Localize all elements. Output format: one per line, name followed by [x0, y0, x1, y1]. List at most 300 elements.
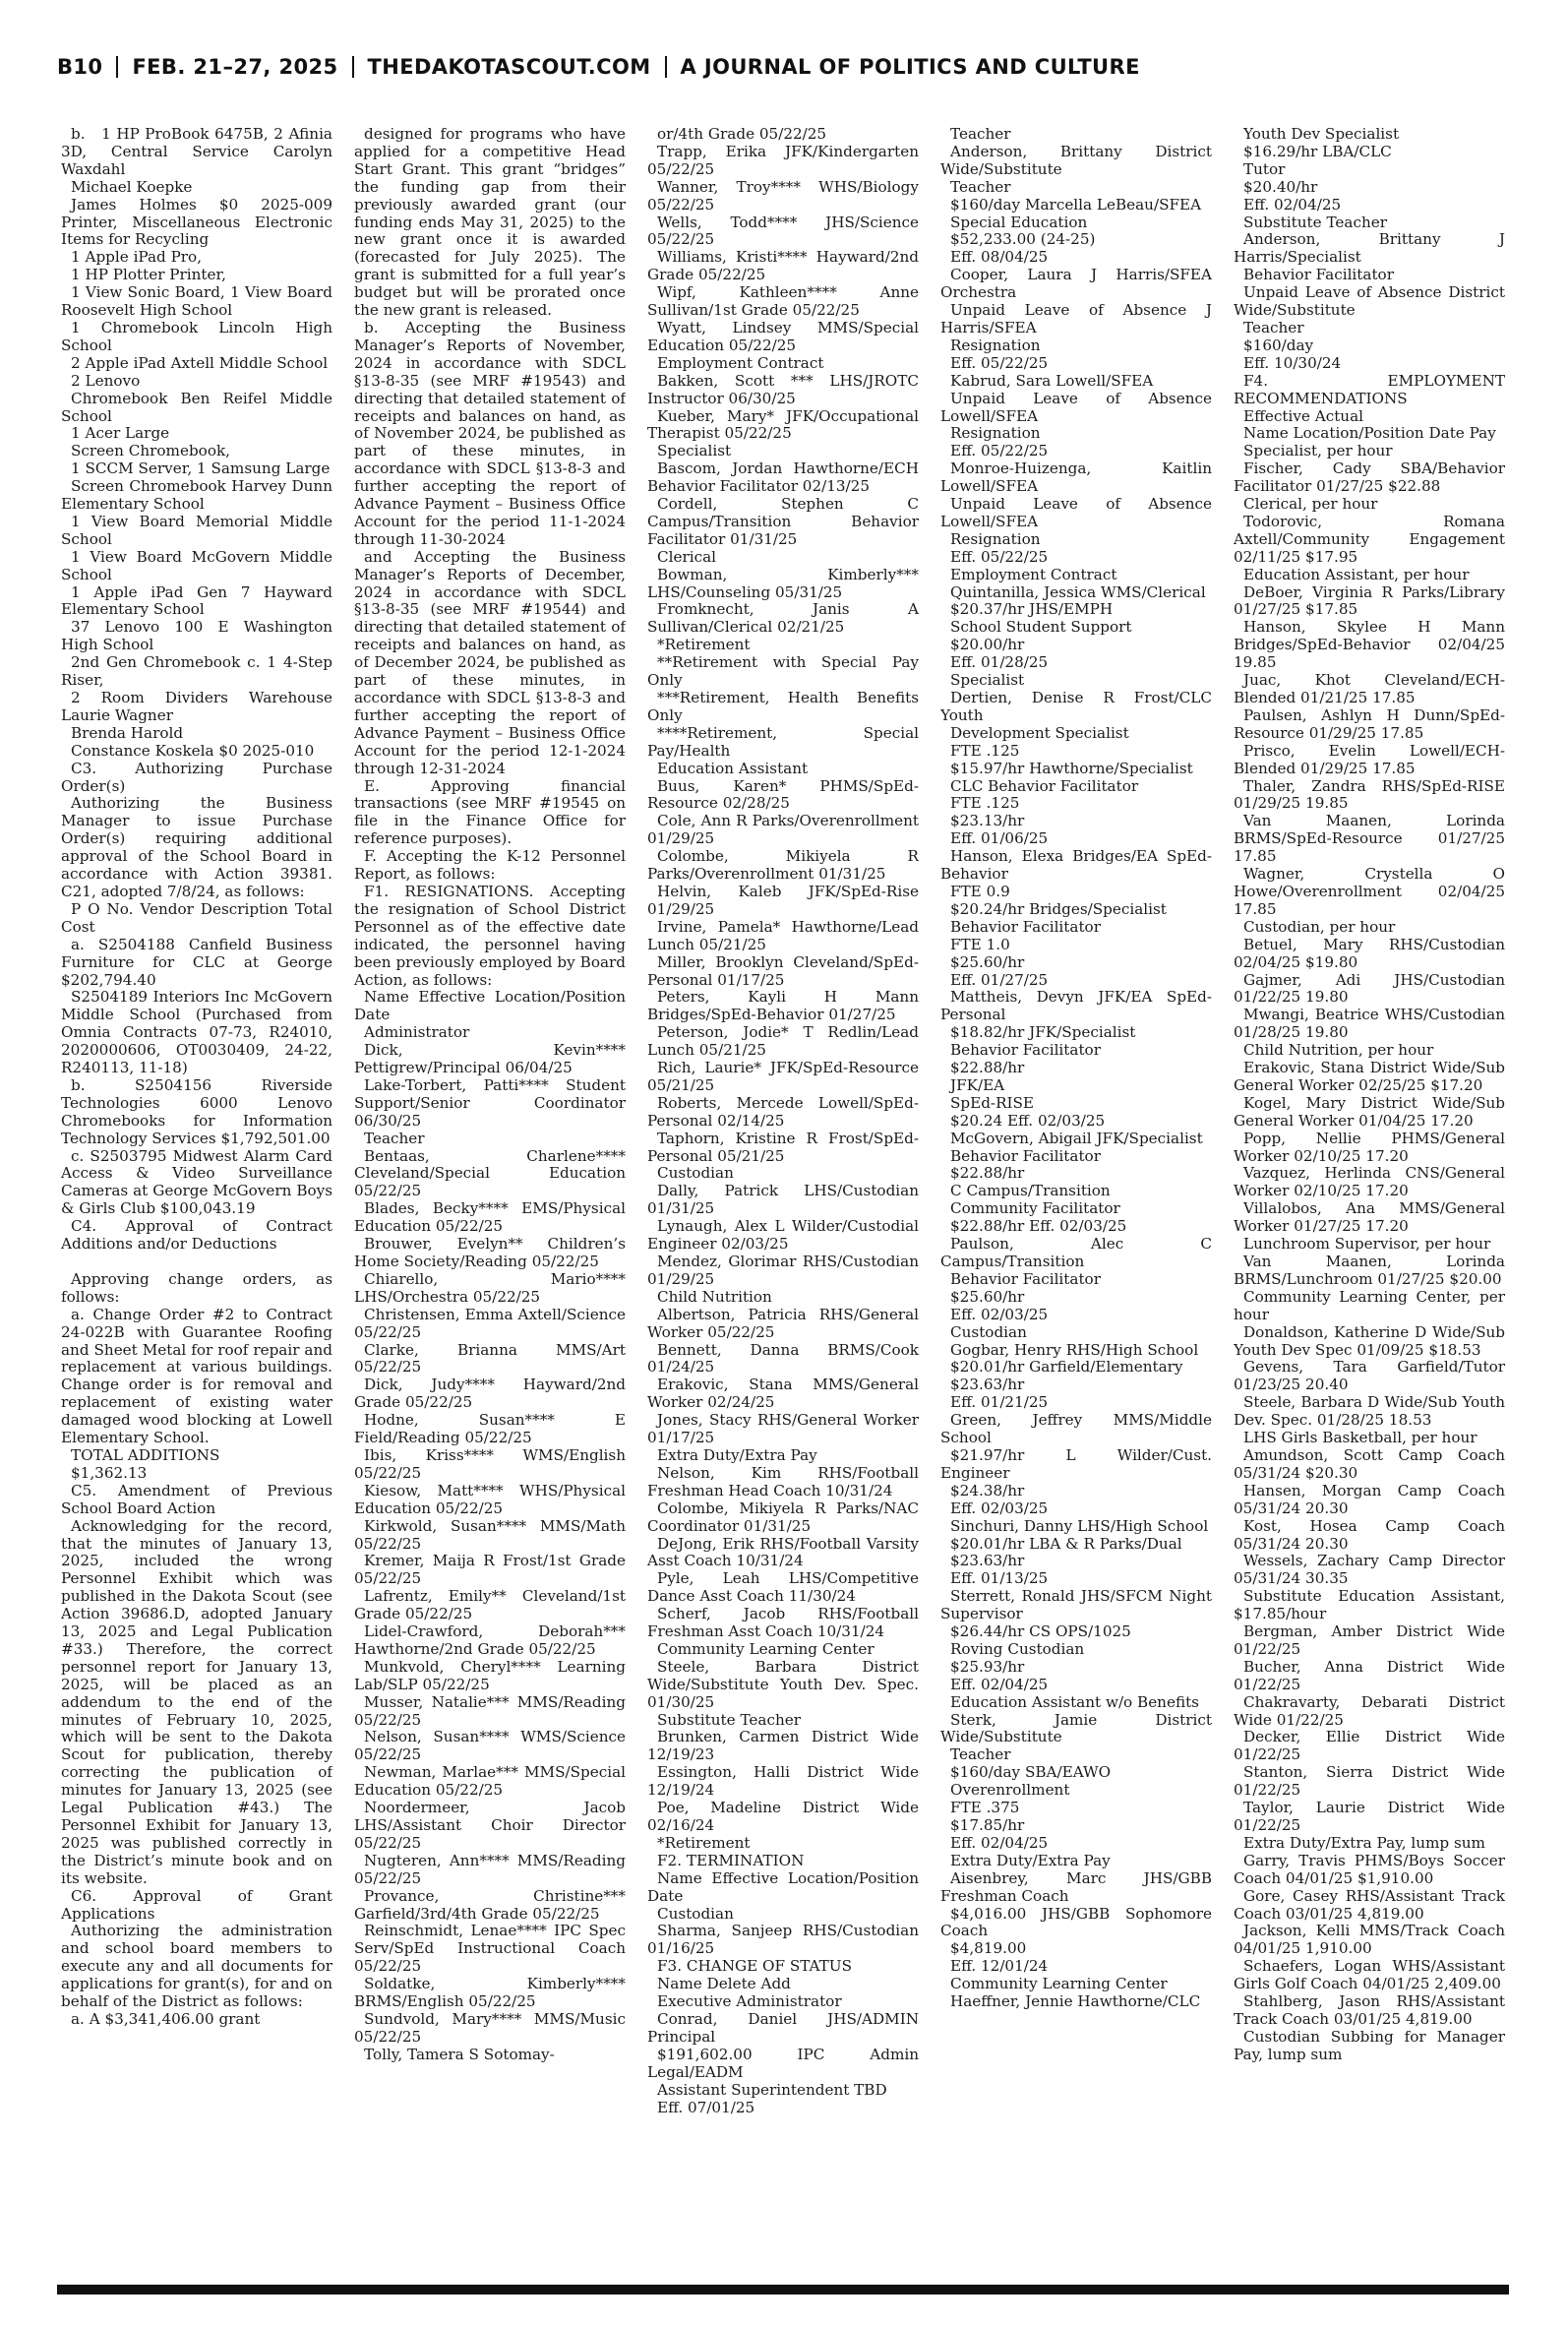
column-paragraph: $22.88/hr Eff. 02/03/25 — [950, 1217, 1127, 1236]
column-paragraph: Sharma, Sanjeep RHS/Custodian 01/16/25 — [647, 1922, 919, 1958]
column-paragraph: Teacher — [1243, 318, 1304, 337]
column-paragraph: Bergman, Amber District Wide 01/22/25 — [1234, 1622, 1505, 1658]
column-paragraph: Erakovic, Stana MMS/General Worker 02/24/25 — [647, 1376, 919, 1412]
column-paragraph: Sterk, Jamie District Wide/Substitute — [940, 1710, 1212, 1746]
column-paragraph: b. S2504156 Riverside Technologies 6000 Lenovo Chromebooks for Information Technology Services $1,792,501.00 — [61, 1075, 332, 1147]
column-paragraph: $25.93/hr — [950, 1657, 1025, 1676]
column-paragraph: Van Maanen, Lorinda BRMS/SpEd-Resource 01/27/25 17.85 — [1234, 812, 1505, 866]
column-paragraph: Eff. 05/22/25 — [950, 442, 1049, 460]
column-paragraph: Sterrett, Ronald JHS/SFCM Night Supervisor — [940, 1587, 1212, 1623]
column-paragraph: Mendez, Glorimar RHS/Custodian 01/29/25 — [647, 1253, 919, 1288]
column-paragraph: Chromebook Ben Reifel Middle School — [61, 389, 332, 425]
column-paragraph: $20.01/hr Garfield/Elementary — [950, 1358, 1183, 1377]
column-paragraph: Assistant Superintendent TBD — [657, 2080, 887, 2099]
column-paragraph: Eff. 02/03/25 — [950, 1305, 1049, 1323]
column-paragraph: Michael Koepke — [71, 177, 193, 196]
column-paragraph: Child Nutrition, per hour — [1243, 1041, 1434, 1060]
column-paragraph: Albertson, Patricia RHS/General Worker 05/22/25 — [647, 1305, 919, 1341]
column-paragraph: Anderson, Brittany District Wide/Substitute — [940, 142, 1212, 178]
column-paragraph: $18.82/hr JFK/Specialist — [950, 1023, 1136, 1042]
column-paragraph: $4,016.00 JHS/GBB Sophomore Coach — [940, 1904, 1212, 1940]
column-3 — [647, 126, 919, 2283]
column-paragraph: Eff. 12/01/24 — [950, 1957, 1049, 1976]
column-paragraph: Eff. 10/30/24 — [1243, 353, 1342, 372]
column-paragraph: Chakravarty, Debarati District Wide 01/22/25 — [1234, 1692, 1505, 1729]
column-paragraph: Christensen, Emma Axtell/Science 05/22/25 — [354, 1305, 626, 1341]
column-paragraph: $20.37/hr JHS/EMPH — [950, 600, 1114, 619]
column-paragraph: a. Change Order #2 to Contract 24-022B with Guarantee Roofing and Sheet Metal for roof repair and replacement at various buildings. Change order is for removal and replacement of existing water damaged wood blocking at Lowell Elementary School. — [61, 1305, 332, 1447]
column-paragraph: Peters, Kayli H Mann Bridges/SpEd-Behavior 01/27/25 — [647, 988, 919, 1024]
column-paragraph: $21.97/hr L Wilder/Cust. Engineer — [940, 1445, 1212, 1482]
column-paragraph: Clarke, Brianna MMS/Art 05/22/25 — [354, 1340, 626, 1377]
column-paragraph: Tolly, Tamera S Sotomay- — [364, 2045, 555, 2063]
column-paragraph: Authorizing the Business Manager to issue Purchase Order(s) requiring additional approval of the School Board in accordance with Action 39381. C21, adopted 7/8/24, as follows: — [61, 794, 332, 900]
column-paragraph: Extra Duty/Extra Pay — [657, 1445, 817, 1464]
column-paragraph: 1 View Board McGovern Middle School — [61, 547, 332, 583]
column-paragraph: ****Retirement, Special Pay/Health — [647, 723, 919, 760]
column-paragraph: Thaler, Zandra RHS/SpEd-RISE 01/29/25 19.85 — [1234, 776, 1505, 813]
column-paragraph: Chiarello, Mario**** LHS/Orchestra 05/22/25 — [354, 1269, 626, 1306]
column-paragraph: Roberts, Mercede Lowell/SpEd-Personal 02/14/25 — [647, 1093, 919, 1130]
column-paragraph: F4. EMPLOYMENT RECOMMENDATIONS — [1234, 371, 1505, 407]
column-paragraph: E. Approving financial transactions (see MRF #19545 on file in the Finance Office for reference purposes). — [354, 776, 626, 848]
column-paragraph: Prisco, Evelin Lowell/ECH-Blended 01/29/25 17.85 — [1234, 741, 1505, 777]
column-paragraph: F. Accepting the K-12 Personnel Report, as follows: — [354, 847, 626, 884]
column-paragraph: Unpaid Leave of Absence District Wide/Substitute — [1234, 283, 1505, 320]
column-paragraph: $20.00/hr — [950, 636, 1025, 654]
column-paragraph: JFK/EA — [950, 1075, 1005, 1094]
column-paragraph: Resignation — [950, 424, 1041, 443]
column-paragraph: Unpaid Leave of Absence Lowell/SFEA — [940, 495, 1212, 530]
column-paragraph: $160/day — [1243, 336, 1314, 354]
column-paragraph: Constance Koskela $0 2025-010 — [71, 741, 315, 760]
column-paragraph: Hanson, Skylee H Mann Bridges/SpEd-Behavior 02/04/25 19.85 — [1234, 618, 1505, 672]
column-paragraph: Eff. 01/21/25 — [950, 1393, 1049, 1412]
column-paragraph: F1. RESIGNATIONS. Accepting the resignation of School District Personnel as of the effective date indicated, the personnel having been previously employed by Board Action, as follows: — [354, 882, 626, 989]
column-paragraph: Overenrollment — [950, 1781, 1070, 1800]
column-paragraph: Community Learning Center — [657, 1639, 874, 1658]
column-paragraph: Lidel-Crawford, Deborah*** Hawthorne/2nd Grade 05/22/25 — [354, 1622, 626, 1658]
column-paragraph: Helvin, Kaleb JFK/SpEd-Rise 01/29/25 — [647, 882, 919, 918]
column-paragraph: Name Effective Location/Position Date — [647, 1868, 919, 1905]
column-paragraph: Substitute Teacher — [1243, 213, 1387, 231]
column-paragraph: Anderson, Brittany J Harris/Specialist — [1234, 230, 1505, 267]
column-paragraph: F2. TERMINATION — [657, 1851, 805, 1869]
column-paragraph: Rich, Laurie* JFK/SpEd-Resource 05/21/25 — [647, 1059, 919, 1094]
column-paragraph: Education Assistant — [657, 759, 809, 777]
column-paragraph: Acknowledging for the record, that the minutes of January 13, 2025, included the wrong Personnel Exhibit which was published in the Dakota Scout (see Action 39686.D, adopted January 13, 2025 and Legal Publication #33.) Therefore, the correct personnel report for January 13, 2025, will be placed as an addendum to the end of the minutes of February 10, 2025, which will be sent to the Dakota Scout for publication, thereby correcting the publication of minutes for January 13, 2025 (see Legal Publication #43.) The Personnel Exhibit for January 13, 2025 was published correctly in the District’s minute book and on its website. — [61, 1516, 332, 1887]
column-paragraph: Wyatt, Lindsey MMS/Special Education 05/22/25 — [647, 318, 919, 354]
column-paragraph: C6. Approval of Grant Applications — [61, 1886, 332, 1923]
column-paragraph: $23.13/hr — [950, 812, 1025, 830]
column-paragraph: Kremer, Maija R Frost/1st Grade 05/22/25 — [354, 1552, 626, 1588]
column-paragraph: 1 Apple iPad Pro, — [71, 248, 203, 267]
column-paragraph: Custodian — [950, 1322, 1027, 1341]
column-paragraph: Dick, Kevin**** Pettigrew/Principal 06/04/25 — [354, 1041, 626, 1077]
page-number: B10 — [57, 55, 103, 79]
column-paragraph: Employment Contract — [657, 353, 824, 372]
column-paragraph: LHS Girls Basketball, per hour — [1243, 1429, 1478, 1447]
tagline: A JOURNAL OF POLITICS AND CULTURE — [680, 55, 1140, 79]
column-paragraph: FTE .375 — [950, 1799, 1020, 1817]
column-paragraph: Lafrentz, Emily** Cleveland/1st Grade 05/22/25 — [354, 1587, 626, 1623]
column-paragraph: Eff. 02/03/25 — [950, 1499, 1049, 1517]
column-paragraph: Eff. 02/04/25 — [950, 1675, 1049, 1693]
column-paragraph: Teacher — [364, 1129, 425, 1147]
column-paragraph: Youth Dev Specialist — [1243, 126, 1400, 143]
column-paragraph: Gogbar, Henry RHS/High School — [950, 1340, 1199, 1359]
column-paragraph: Authorizing the administration and school board members to execute any and all documents for applications for grant(s), for and on behalf of the District as follows: — [61, 1922, 332, 2011]
column-paragraph: Gore, Casey RHS/Assistant Track Coach 03/01/25 4,819.00 — [1234, 1886, 1505, 1923]
column-paragraph: Resignation — [950, 529, 1041, 548]
column-paragraph: FTE 0.9 — [950, 882, 1010, 900]
column-paragraph: Bascom, Jordan Hawthorne/ECH Behavior Facilitator 02/13/25 — [647, 459, 919, 496]
column-paragraph: $16.29/hr LBA/CLC — [1243, 142, 1392, 160]
column-2 — [354, 126, 626, 2283]
column-paragraph: C5. Amendment of Previous School Board Action — [61, 1481, 332, 1517]
column-paragraph: $191,602.00 IPC Admin Legal/EADM — [647, 2045, 919, 2081]
column-paragraph: Taylor, Laurie District Wide 01/22/25 — [1234, 1799, 1505, 1834]
column-paragraph: Amundson, Scott Camp Coach 05/31/24 $20.30 — [1234, 1445, 1505, 1482]
column-paragraph: Stanton, Sierra District Wide 01/22/25 — [1234, 1763, 1505, 1800]
column-paragraph: Hanson, Elexa Bridges/EA SpEd-Behavior — [940, 847, 1212, 884]
column-paragraph: Dick, Judy**** Hayward/2nd Grade 05/22/25 — [354, 1376, 626, 1412]
column-paragraph: McGovern, Abigail JFK/Specialist — [950, 1129, 1203, 1147]
column-paragraph: Decker, Ellie District Wide 01/22/25 — [1234, 1728, 1505, 1764]
column-paragraph: $160/day Marcella LeBeau/SFEA — [950, 195, 1202, 214]
column-paragraph: Aisenbrey, Marc JHS/GBB Freshman Coach — [940, 1868, 1212, 1905]
column-paragraph: Hodne, Susan**** E Field/Reading 05/22/25 — [354, 1411, 626, 1447]
column-paragraph: $23.63/hr — [950, 1552, 1025, 1570]
column-paragraph: Nugteren, Ann**** MMS/Reading 05/22/25 — [354, 1851, 626, 1887]
column-paragraph: Approving change orders, as follows: — [61, 1269, 332, 1306]
column-paragraph: 37 Lenovo 100 E Washington High School — [61, 618, 332, 654]
column-paragraph: Cordell, Stephen C Campus/Transition Behavior Facilitator 01/31/25 — [647, 495, 919, 548]
column-paragraph: 2 Apple iPad Axtell Middle School — [71, 353, 329, 372]
column-paragraph: DeBoer, Virginia R Parks/Library 01/27/25 $17.85 — [1234, 582, 1505, 619]
column-paragraph: DeJong, Erik RHS/Football Varsity Asst Coach 10/31/24 — [647, 1534, 919, 1570]
column-paragraph: Custodian Subbing for Manager Pay, lump sum — [1234, 2027, 1505, 2063]
column-paragraph: $25.60/hr — [950, 952, 1025, 971]
column-paragraph: Pyle, Leah LHS/Competitive Dance Asst Coach 11/30/24 — [647, 1569, 919, 1606]
column-paragraph: S2504189 Interiors Inc McGovern Middle School (Purchased from Omnia Contracts 07-73, R24010, 2020000606, OT0030409, 24-22, R240113, 11-18) — [61, 988, 332, 1077]
column-paragraph: Name Location/Position Date Pay — [1243, 424, 1496, 443]
column-paragraph: Kirkwold, Susan**** MMS/Math 05/22/25 — [354, 1516, 626, 1553]
column-paragraph: Fischer, Cady SBA/Behavior Facilitator 01/27/25 $22.88 — [1234, 459, 1505, 496]
column-paragraph: Reinschmidt, Lenae**** IPC Spec Serv/SpEd Instructional Coach 05/22/25 — [354, 1922, 626, 1976]
column-paragraph: Provance, Christine*** Garfield/3rd/4th Grade 05/22/25 — [354, 1886, 626, 1923]
column-paragraph: Custodian — [657, 1904, 734, 1923]
column-paragraph: 1 View Board Memorial Middle School — [61, 512, 332, 548]
column-paragraph: Miller, Brooklyn Cleveland/SpEd-Personal 01/17/25 — [647, 952, 919, 989]
column-paragraph: Colombe, Mikiyela R Parks/Overenrollment 01/31/25 — [647, 847, 919, 884]
column-paragraph: Mwangi, Beatrice WHS/Custodian 01/28/25 19.80 — [1234, 1006, 1505, 1042]
column-paragraph: Wipf, Kathleen**** Anne Sullivan/1st Grade 05/22/25 — [647, 283, 919, 320]
column-paragraph: Blades, Becky**** EMS/Physical Education 05/22/25 — [354, 1199, 626, 1236]
column-paragraph: $17.85/hr — [950, 1816, 1025, 1834]
column-paragraph: Buus, Karen* PHMS/SpEd-Resource 02/28/25 — [647, 776, 919, 813]
column-paragraph: Teacher — [950, 1745, 1011, 1764]
column-paragraph: Extra Duty/Extra Pay, lump sum — [1243, 1833, 1485, 1852]
column-paragraph: Behavior Facilitator — [950, 1269, 1101, 1288]
column-paragraph: and Accepting the Business Manager’s Reports of December, 2024 in accordance with SDCL §13-8-35 (see MRF #19544) and directing that detailed statement of receipts and balances on hand, as of December 2024, be published as part of these minutes, in accordance with SDCL §13-8-3 and further accepting the report of Advance Payment – Business Office Account for the period 12-1-2024 through 12-31-2024 — [354, 547, 626, 777]
column-paragraph: Taphorn, Kristine R Frost/SpEd-Personal 05/21/25 — [647, 1129, 919, 1165]
column-paragraph: Teacher — [950, 126, 1011, 143]
column-paragraph: Eff. 08/04/25 — [950, 248, 1049, 267]
column-paragraph: Teacher — [950, 177, 1011, 196]
column-paragraph: F3. CHANGE OF STATUS — [657, 1957, 853, 1976]
column-paragraph: Newman, Marlae*** MMS/Special Education 05/22/25 — [354, 1763, 626, 1800]
column-paragraph: Brunken, Carmen District Wide 12/19/23 — [647, 1728, 919, 1764]
column-paragraph: Wells, Todd**** JHS/Science 05/22/25 — [647, 213, 919, 249]
column-paragraph: Jackson, Kelli MMS/Track Coach 04/01/25 1,910.00 — [1234, 1922, 1505, 1958]
column-paragraph: $25.60/hr — [950, 1287, 1025, 1306]
column-paragraph: Eff. 05/22/25 — [950, 547, 1049, 566]
column-paragraph: or/4th Grade 05/22/25 — [657, 126, 827, 143]
header-divider — [352, 56, 354, 78]
column-paragraph: Roving Custodian — [950, 1639, 1085, 1658]
column-paragraph: $52,233.00 (24-25) — [950, 230, 1096, 249]
column-paragraph: Name Delete Add — [657, 1975, 791, 1993]
column-paragraph: Kueber, Mary* JFK/Occupational Therapist 05/22/25 — [647, 406, 919, 443]
column-paragraph: Wanner, Troy**** WHS/Biology 05/22/25 — [647, 177, 919, 214]
column-paragraph: $20.40/hr — [1243, 177, 1318, 196]
column-paragraph: *Retirement — [657, 1833, 751, 1852]
column-paragraph: Conrad, Daniel JHS/ADMIN Principal — [647, 2009, 919, 2046]
column-paragraph: Steele, Barbara District Wide/Substitute Youth Dev. Spec. 01/30/25 — [647, 1657, 919, 1711]
header-divider — [665, 56, 667, 78]
column-paragraph: Behavior Facilitator — [950, 1041, 1101, 1060]
column-paragraph: Bowman, Kimberly*** LHS/Counseling 05/31/25 — [647, 565, 919, 601]
column-paragraph: Behavior Facilitator — [950, 1146, 1101, 1165]
bottom-rule — [57, 2285, 1509, 2294]
column-paragraph: Specialist — [950, 671, 1025, 690]
column-paragraph: Specialist — [657, 442, 732, 460]
column-paragraph: 1 HP Plotter Printer, — [71, 266, 226, 284]
column-paragraph: Executive Administrator — [657, 1992, 842, 2011]
column-paragraph: Kogel, Mary District Wide/Sub General Worker 01/04/25 17.20 — [1234, 1093, 1505, 1130]
column-paragraph: C Campus/Transition — [950, 1182, 1111, 1200]
column-paragraph: Noordermeer, Jacob LHS/Assistant Choir Director 05/22/25 — [354, 1799, 626, 1852]
column-paragraph: Garry, Travis PHMS/Boys Soccer Coach 04/01/25 $1,910.00 — [1234, 1851, 1505, 1887]
column-paragraph: Paulsen, Ashlyn H Dunn/SpEd-Resource 01/29/25 17.85 — [1234, 705, 1505, 742]
column-paragraph: Irvine, Pamela* Hawthorne/Lead Lunch 05/21/25 — [647, 917, 919, 953]
column-paragraph: c. S2503795 Midwest Alarm Card Access & Video Surveillance Cameras at George McGovern Boys & Girls Club $100,043.19 — [61, 1146, 332, 1218]
column-paragraph: Munkvold, Cheryl**** Learning Lab/SLP 05/22/25 — [354, 1657, 626, 1693]
column-paragraph: Name Effective Location/Position Date — [354, 988, 626, 1024]
column-paragraph: Green, Jeffrey MMS/Middle School — [940, 1411, 1212, 1447]
column-paragraph: Erakovic, Stana District Wide/Sub General Worker 02/25/25 $17.20 — [1234, 1059, 1505, 1094]
column-paragraph: Cole, Ann R Parks/Overenrollment 01/29/25 — [647, 812, 919, 848]
column-paragraph: Haeffner, Jennie Hawthorne/CLC — [950, 1992, 1201, 2011]
column-paragraph: 1 View Sonic Board, 1 View Board Roosevelt High School — [61, 283, 332, 320]
column-paragraph: Substitute Teacher — [657, 1710, 801, 1729]
issue-date: FEB. 21–27, 2025 — [132, 55, 338, 79]
column-paragraph: 2nd Gen Chromebook c. 1 4-Step Riser, — [61, 653, 332, 690]
column-paragraph: Eff. 01/06/25 — [950, 829, 1049, 848]
column-paragraph: Schaefers, Logan WHS/Assistant Girls Golf Coach 04/01/25 2,409.00 — [1234, 1957, 1505, 1993]
column-paragraph: ***Retirement, Health Benefits Only — [647, 689, 919, 724]
column-paragraph: b. 1 HP ProBook 6475B, 2 Afinia 3D, Central Service Carolyn Waxdahl — [61, 126, 332, 178]
column-paragraph: designed for programs who have applied for a competitive Head Start Grant. This grant “bridges” the funding gap from their previously awarded grant (our funding ends May 31, 2025) to the new grant once it is awarded (forecasted for July 2025). The grant is submitted for a full year’s budget but will be prorated once the new grant is released. — [354, 126, 626, 320]
column-paragraph: FTE .125 — [950, 794, 1020, 813]
column-paragraph: Education Assistant w/o Benefits — [950, 1692, 1199, 1711]
column-paragraph: Sinchuri, Danny LHS/High School — [950, 1516, 1209, 1535]
column-paragraph: Todorovic, Romana Axtell/Community Engagement 02/11/25 $17.95 — [1234, 512, 1505, 566]
column-paragraph: Bennett, Danna BRMS/Cook 01/24/25 — [647, 1340, 919, 1377]
column-paragraph: Nelson, Susan**** WMS/Science 05/22/25 — [354, 1728, 626, 1764]
site-name: THEDAKOTASCOUT.COM — [367, 55, 651, 79]
column-paragraph: Custodian — [657, 1164, 734, 1183]
column-paragraph: Soldatke, Kimberly**** BRMS/English 05/22/25 — [354, 1975, 626, 2011]
column-paragraph: Kost, Hosea Camp Coach 05/31/24 20.30 — [1234, 1516, 1505, 1553]
column-paragraph: Unpaid Leave of Absence Lowell/SFEA — [940, 389, 1212, 425]
column-paragraph: Poe, Madeline District Wide 02/16/24 — [647, 1799, 919, 1834]
column-paragraph: Clerical — [657, 547, 717, 566]
column-paragraph: $1,362.13 — [71, 1463, 148, 1482]
column-paragraph: Betuel, Mary RHS/Custodian 02/04/25 $19.80 — [1234, 935, 1505, 971]
column-paragraph: Vazquez, Herlinda CNS/General Worker 02/10/25 17.20 — [1234, 1164, 1505, 1200]
article-columns — [61, 126, 1507, 2283]
column-paragraph: Dertien, Denise R Frost/CLC Youth — [940, 689, 1212, 724]
column-paragraph: Bucher, Anna District Wide 01/22/25 — [1234, 1657, 1505, 1693]
column-paragraph: Donaldson, Katherine D Wide/Sub Youth Dev Spec 01/09/25 $18.53 — [1234, 1322, 1505, 1359]
column-paragraph: Tutor — [1243, 159, 1286, 178]
column-paragraph: Eff. 02/04/25 — [950, 1833, 1049, 1852]
column-paragraph: School Student Support — [950, 618, 1132, 637]
column-paragraph: TOTAL ADDITIONS — [71, 1445, 220, 1464]
column-paragraph: Clerical, per hour — [1243, 495, 1378, 514]
column-paragraph: CLC Behavior Facilitator — [950, 776, 1139, 795]
column-paragraph: 2 Room Dividers Warehouse Laurie Wagner — [61, 689, 332, 724]
column-paragraph: Nelson, Kim RHS/Football Freshman Head Coach 10/31/24 — [647, 1463, 919, 1499]
column-paragraph: Paulson, Alec C Campus/Transition — [940, 1235, 1212, 1270]
column-paragraph: Screen Chromebook Harvey Dunn Elementary School — [61, 477, 332, 514]
page-header — [57, 49, 1513, 85]
column-paragraph: Ibis, Kriss**** WMS/English 05/22/25 — [354, 1445, 626, 1482]
column-paragraph: Williams, Kristi**** Hayward/2nd Grade 05/22/25 — [647, 248, 919, 284]
column-paragraph: C4. Approval of Contract Additions and/or Deductions — [61, 1217, 332, 1254]
column-paragraph: Brouwer, Evelyn** Children’s Home Society/Reading 05/22/25 — [354, 1235, 626, 1270]
column-paragraph: a. S2504188 Canfield Business Furniture for CLC at George $202,794.40 — [61, 935, 332, 989]
column-paragraph: Extra Duty/Extra Pay — [950, 1851, 1111, 1869]
column-paragraph: Hansen, Morgan Camp Coach 05/31/24 20.30 — [1234, 1481, 1505, 1517]
column-paragraph: $24.38/hr — [950, 1481, 1025, 1499]
column-paragraph: Community Learning Center, per hour — [1234, 1287, 1505, 1323]
column-paragraph: Steele, Barbara D Wide/Sub Youth Dev. Spec. 01/28/25 18.53 — [1234, 1393, 1505, 1430]
column-paragraph: Eff. 01/13/25 — [950, 1569, 1049, 1588]
header-divider — [116, 56, 118, 78]
column-paragraph: 1 Chromebook Lincoln High School — [61, 318, 332, 354]
column-paragraph: Quintanilla, Jessica WMS/Clerical — [950, 582, 1206, 601]
column-paragraph: FTE .125 — [950, 741, 1020, 760]
column-paragraph: Development Specialist — [950, 723, 1129, 742]
column-paragraph: Administrator — [364, 1023, 470, 1042]
column-paragraph: $15.97/hr Hawthorne/Specialist — [950, 759, 1193, 777]
column-paragraph — [61, 1254, 332, 1271]
column-paragraph: Trapp, Erika JFK/Kindergarten 05/22/25 — [647, 142, 919, 178]
column-paragraph: $20.01/hr LBA & R Parks/Dual — [950, 1534, 1182, 1553]
column-paragraph: Lake-Torbert, Patti**** Student Support/Senior Coordinator 06/30/25 — [354, 1075, 626, 1130]
column-paragraph: Employment Contract — [950, 565, 1117, 583]
column-paragraph: Gevens, Tara Garfield/Tutor 01/23/25 20.40 — [1234, 1358, 1505, 1394]
column-paragraph: Community Facilitator — [950, 1199, 1120, 1218]
column-5 — [1234, 126, 1505, 2283]
column-paragraph: $20.24 Eff. 02/03/25 — [950, 1111, 1106, 1130]
column-paragraph: $26.44/hr CS OPS/1025 — [950, 1622, 1131, 1641]
column-paragraph: SpEd-RISE — [950, 1093, 1034, 1112]
column-paragraph: Substitute Education Assistant, $17.85/hour — [1234, 1587, 1505, 1623]
column-paragraph: 1 SCCM Server, 1 Samsung Large — [71, 459, 331, 478]
column-paragraph: Colombe, Mikiyela R Parks/NAC Coordinator 01/31/25 — [647, 1499, 919, 1535]
column-paragraph: 1 Acer Large — [71, 424, 170, 443]
column-paragraph: 1 Apple iPad Gen 7 Hayward Elementary School — [61, 582, 332, 619]
column-paragraph: Eff. 01/27/25 — [950, 970, 1049, 989]
column-paragraph: Resignation — [950, 336, 1041, 354]
column-paragraph: Fromknecht, Janis A Sullivan/Clerical 02/21/25 — [647, 600, 919, 637]
column-paragraph: Community Learning Center — [950, 1975, 1168, 1993]
column-paragraph: Eff. 02/04/25 — [1243, 195, 1342, 214]
column-paragraph: Musser, Natalie*** MMS/Reading 05/22/25 — [354, 1692, 626, 1729]
column-paragraph: Dally, Patrick LHS/Custodian 01/31/25 — [647, 1182, 919, 1218]
column-paragraph: James Holmes $0 2025-009 Printer, Miscellaneous Electronic Items for Recycling — [61, 195, 332, 249]
column-paragraph: Eff. 05/22/25 — [950, 353, 1049, 372]
column-paragraph: Lunchroom Supervisor, per hour — [1243, 1235, 1491, 1254]
column-paragraph: b. Accepting the Business Manager’s Reports of November, 2024 in accordance with SDCL §13-8-35 (see MRF #19543) and directing that detailed statement of receipts and balances on hand, as of November 2024, be published as part of these minutes, in accordance with SDCL §13-8-3 and further accepting the report of Advance Payment – Business Office Account for the period 11-1-2024 through 11-30-2024 — [354, 318, 626, 548]
column-paragraph: Scherf, Jacob RHS/Football Freshman Asst Coach 10/31/24 — [647, 1605, 919, 1641]
column-paragraph: Kiesow, Matt**** WHS/Physical Education 05/22/25 — [354, 1481, 626, 1517]
column-paragraph: Eff. 07/01/25 — [657, 2098, 755, 2116]
column-paragraph: **Retirement with Special Pay Only — [647, 653, 919, 690]
column-paragraph: Child Nutrition — [657, 1287, 772, 1306]
column-paragraph: $22.88/hr — [950, 1164, 1025, 1183]
column-paragraph: Effective Actual — [1243, 406, 1363, 425]
column-1 — [61, 126, 332, 2283]
column-paragraph: Bentaas, Charlene**** Cleveland/Special Education 05/22/25 — [354, 1146, 626, 1200]
column-paragraph: Wessels, Zachary Camp Director 05/31/24 30.35 — [1234, 1552, 1505, 1588]
column-paragraph: Van Maanen, Lorinda BRMS/Lunchroom 01/27/25 $20.00 — [1234, 1253, 1505, 1288]
column-paragraph: Unpaid Leave of Absence J Harris/SFEA — [940, 301, 1212, 337]
column-paragraph: Popp, Nellie PHMS/General Worker 02/10/25 17.20 — [1234, 1129, 1505, 1165]
column-paragraph: $4,819.00 — [950, 1939, 1027, 1958]
column-paragraph: Gajmer, Adi JHS/Custodian 01/22/25 19.80 — [1234, 970, 1505, 1007]
column-paragraph: Custodian, per hour — [1243, 917, 1396, 936]
column-paragraph: Bakken, Scott *** LHS/JROTC Instructor 06/30/25 — [647, 371, 919, 407]
column-paragraph: *Retirement — [657, 636, 751, 654]
column-paragraph: a. A $3,341,406.00 grant — [71, 2009, 261, 2028]
column-paragraph: Eff. 01/28/25 — [950, 653, 1049, 672]
column-paragraph: Stahlberg, Jason RHS/Assistant Track Coach 03/01/25 4,819.00 — [1234, 1992, 1505, 2028]
column-paragraph: Brenda Harold — [71, 723, 184, 742]
column-paragraph: Monroe-Huizenga, Kaitlin Lowell/SFEA — [940, 459, 1212, 496]
column-paragraph: $22.88/hr — [950, 1059, 1025, 1077]
column-paragraph: Screen Chromebook, — [71, 442, 230, 460]
column-paragraph: Juac, Khot Cleveland/ECH-Blended 01/21/25 17.85 — [1234, 671, 1505, 706]
column-paragraph: Essington, Halli District Wide 12/19/24 — [647, 1763, 919, 1800]
column-paragraph: 2 Lenovo — [71, 371, 141, 390]
column-paragraph: Behavior Facilitator — [950, 917, 1101, 936]
column-paragraph: $23.63/hr — [950, 1376, 1025, 1394]
column-paragraph: Peterson, Jodie* T Redlin/Lead Lunch 05/21/25 — [647, 1023, 919, 1060]
column-paragraph: Education Assistant, per hour — [1243, 565, 1470, 583]
column-paragraph: C3. Authorizing Purchase Order(s) — [61, 759, 332, 795]
column-paragraph: Wagner, Crystella O Howe/Overenrollment 02/04/25 17.85 — [1234, 865, 1505, 918]
column-paragraph: Behavior Facilitator — [1243, 266, 1394, 284]
column-paragraph: $20.24/hr Bridges/Specialist — [950, 899, 1167, 918]
column-paragraph: Lynaugh, Alex L Wilder/Custodial Engineer 02/03/25 — [647, 1217, 919, 1254]
column-paragraph: Specialist, per hour — [1243, 442, 1393, 460]
column-paragraph: $160/day SBA/EAWO — [950, 1763, 1112, 1782]
